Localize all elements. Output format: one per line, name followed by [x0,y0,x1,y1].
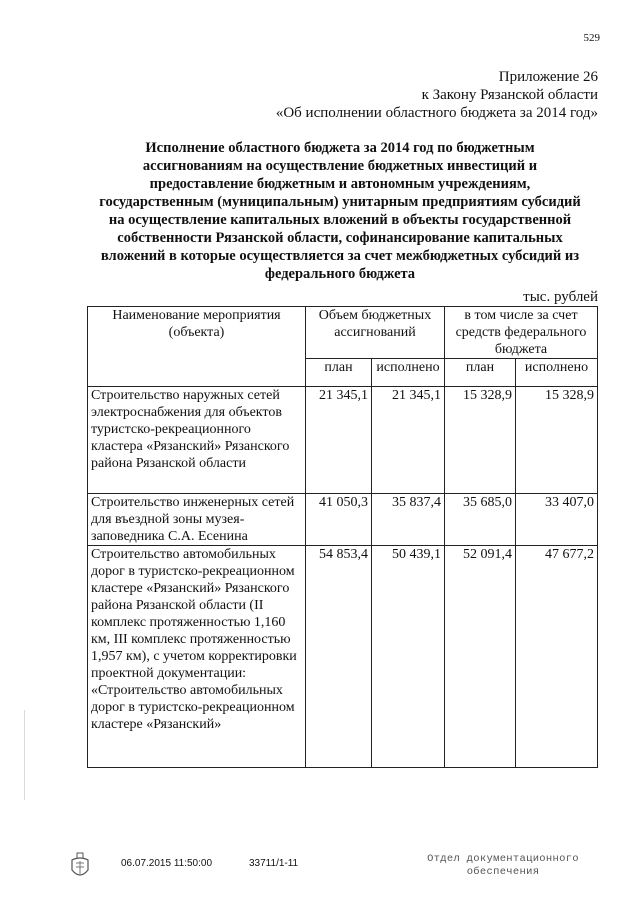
header-name: Наименование мероприятия (объекта) [88,307,306,387]
stamp-line-2: обеспечения [466,866,540,878]
row-executed: 35 837,4 [372,494,445,546]
budget-table [87,306,598,768]
row-fed-plan: 35 685,0 [445,494,516,546]
table-row [88,387,598,494]
row-executed: 50 439,1 [372,546,445,768]
scan-edge-line [24,710,25,800]
row-fed-plan: 15 328,9 [445,387,516,494]
header-executed: исполнено [372,359,445,387]
coat-of-arms-icon [68,852,92,882]
appendix-line-2: к Закону Рязанской области [421,87,598,103]
footer-datetime: 06.07.2015 11:50:00 [121,858,213,869]
header-federal: в том числе за счет средств федерального бюджета [445,307,598,359]
row-name: Строительство наружных сетей электроснабжения для объектов туристско-рекреационного кластера «Рязанский» Рязанского района Рязанской области [88,387,306,494]
row-fed-executed: 47 677,2 [516,546,598,768]
title-line: собственности Рязанской области, софинансирование капитальных [117,230,563,246]
footer-stamp [418,853,588,879]
units-label: тыс. рублей [523,289,598,305]
row-plan: 54 853,4 [306,546,372,768]
title-line: Исполнение областного бюджета за 2014 год по бюджетным [145,140,535,156]
row-plan: 21 345,1 [306,387,372,494]
row-plan: 41 050,3 [306,494,372,546]
table-row [88,546,598,768]
row-fed-executed: 33 407,0 [516,494,598,546]
table-row [88,494,598,546]
header-fed-executed: исполнено [516,359,598,387]
title-line: ассигнованиям на осуществление бюджетных инвестиций и [142,158,538,174]
header-plan: план [306,359,372,387]
table-header-row [88,307,598,359]
title-line: на осуществление капитальных вложений в объекты государственной [108,212,572,228]
appendix-reference [276,68,598,122]
title-line: вложений в которые осуществляется за счет межбюджетных субсидий из [100,248,580,264]
header-fed-plan: план [445,359,516,387]
title-line: федерального бюджета [264,266,416,282]
page-number: 529 [583,32,600,44]
row-name: Строительство инженерных сетей для въездной зоны музея-заповедника С.А. Есенина [88,494,306,546]
row-fed-plan: 52 091,4 [445,546,516,768]
stamp-line-1: Отдел документационного [427,853,579,865]
title-line: предоставление бюджетным и автономным учреждениям, [149,176,531,192]
row-executed: 21 345,1 [372,387,445,494]
appendix-line-1: Приложение 26 [498,69,598,85]
footer-code: 33711/1-11 [249,858,299,869]
title-line: государственным (муниципальным) унитарным предприятиям субсидий [99,194,581,210]
row-fed-executed: 15 328,9 [516,387,598,494]
document-title [70,139,610,283]
appendix-line-3: «Об исполнении областного бюджета за 2014 год» [275,105,598,121]
header-allocations: Объем бюджетных ассигнований [306,307,445,359]
row-name: Строительство автомобильных дорог в туристско-рекреационном кластере «Рязанский» Рязанского района Рязанской области (II комплекс протяженностью 1,160 км, III комплекс протяженностью 1,957 км), с учетом корректировки проектной документации: «Строительство автомобильных дорог в туристско-рекреационном кластере «Рязанский» [88,546,306,768]
